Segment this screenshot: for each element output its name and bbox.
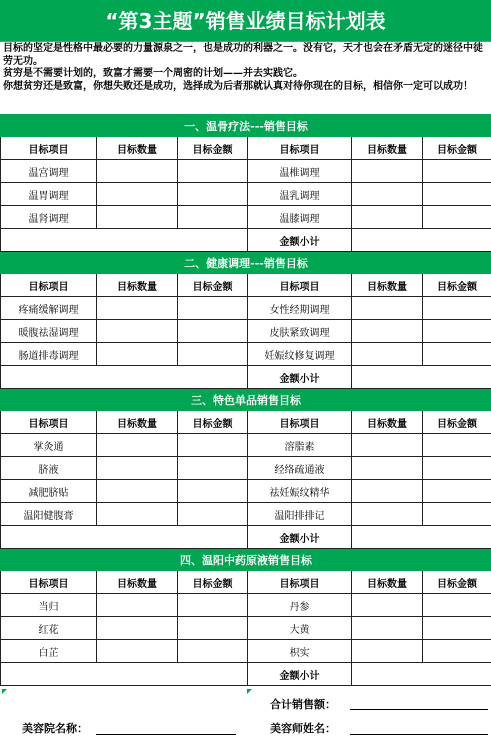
target-quantity-cell[interactable] bbox=[352, 457, 423, 480]
column-header: 目标金额 bbox=[178, 274, 248, 297]
target-amount-cell[interactable] bbox=[178, 343, 248, 366]
cell-marker bbox=[2, 689, 7, 694]
subtotal-label: 金额小计 bbox=[248, 663, 352, 686]
table-row bbox=[1, 160, 491, 183]
salon-name-field[interactable] bbox=[96, 734, 236, 735]
table-row bbox=[1, 434, 491, 457]
item-name: 女性经期调理 bbox=[248, 297, 352, 320]
item-name: 温宫调理 bbox=[1, 160, 97, 183]
table-row bbox=[1, 617, 491, 640]
column-header: 目标金额 bbox=[178, 411, 248, 434]
item-name: 温椎调理 bbox=[248, 160, 352, 183]
target-amount-cell[interactable] bbox=[178, 640, 248, 663]
section-title-row bbox=[1, 389, 491, 411]
target-quantity-cell[interactable] bbox=[97, 320, 178, 343]
item-name: 妊娠纹修复调理 bbox=[248, 343, 352, 366]
target-amount-cell[interactable] bbox=[423, 297, 491, 320]
item-name: 枳实 bbox=[248, 640, 352, 663]
target-amount-cell[interactable] bbox=[423, 183, 491, 206]
intro-line: 贫穷是不需要计划的，致富才需要一个周密的计划——并去实践它。 bbox=[3, 68, 303, 80]
target-quantity-cell[interactable] bbox=[352, 160, 423, 183]
subtotal-label: 金额小计 bbox=[248, 366, 352, 389]
subtotal-amount-cell[interactable] bbox=[352, 366, 491, 389]
column-header: 目标项目 bbox=[248, 411, 352, 434]
subtotal-amount-cell[interactable] bbox=[352, 663, 491, 686]
target-amount-cell[interactable] bbox=[178, 160, 248, 183]
item-name: 温膝调理 bbox=[248, 206, 352, 229]
table-row bbox=[1, 206, 491, 229]
intro-line: 目标的坚定是性格中最必要的力量源泉之一，也是成功的利器之一。没有它，天才也会在矛盾无定的迷径中徒劳无功。 bbox=[3, 43, 483, 67]
column-header: 目标数量 bbox=[97, 411, 178, 434]
intro-line: 你想贫穷还是致富，你想失败还是成功，选择成为后者那就认真对待你现在的目标，相信你一定可以成功！ bbox=[3, 80, 473, 92]
subtotal-label: 金额小计 bbox=[248, 229, 352, 252]
target-quantity-cell[interactable] bbox=[97, 297, 178, 320]
target-quantity-cell[interactable] bbox=[97, 183, 178, 206]
column-header: 目标项目 bbox=[1, 411, 97, 434]
table-row bbox=[1, 297, 491, 320]
target-quantity-cell[interactable] bbox=[97, 160, 178, 183]
target-quantity-cell[interactable] bbox=[97, 640, 178, 663]
section-title-row bbox=[1, 115, 491, 137]
target-amount-cell[interactable] bbox=[178, 617, 248, 640]
item-name: 温乳调理 bbox=[248, 183, 352, 206]
column-header-row bbox=[1, 274, 491, 297]
column-header: 目标数量 bbox=[352, 571, 423, 594]
column-header-row bbox=[1, 571, 491, 594]
subtotal-amount-cell[interactable] bbox=[352, 526, 491, 549]
column-header: 目标金额 bbox=[178, 137, 248, 160]
item-name: 白芷 bbox=[1, 640, 97, 663]
table-row bbox=[1, 457, 491, 480]
target-amount-cell[interactable] bbox=[423, 640, 491, 663]
column-header: 目标数量 bbox=[352, 411, 423, 434]
target-quantity-cell[interactable] bbox=[352, 594, 423, 617]
target-amount-cell[interactable] bbox=[423, 480, 491, 503]
target-amount-cell[interactable] bbox=[423, 206, 491, 229]
subtotal-row bbox=[1, 366, 491, 389]
target-quantity-cell[interactable] bbox=[97, 480, 178, 503]
section-title: 一、温骨疗法---销售目标 bbox=[1, 115, 491, 137]
subtotal-label: 金额小计 bbox=[248, 526, 352, 549]
item-name: 大黄 bbox=[248, 617, 352, 640]
target-quantity-cell[interactable] bbox=[97, 434, 178, 457]
subtotal-amount-cell[interactable] bbox=[352, 229, 491, 252]
target-quantity-cell[interactable] bbox=[352, 434, 423, 457]
column-header: 目标金额 bbox=[423, 137, 491, 160]
target-table bbox=[0, 114, 491, 686]
table-row bbox=[1, 320, 491, 343]
beautician-name-label: 美容师姓名： bbox=[270, 722, 336, 735]
column-header: 目标金额 bbox=[178, 571, 248, 594]
column-header: 目标金额 bbox=[423, 571, 491, 594]
target-amount-cell[interactable] bbox=[178, 457, 248, 480]
item-name: 温肾调理 bbox=[1, 206, 97, 229]
target-quantity-cell[interactable] bbox=[352, 617, 423, 640]
table-row bbox=[1, 503, 491, 526]
item-name: 经络疏通液 bbox=[248, 457, 352, 480]
target-amount-cell[interactable] bbox=[423, 594, 491, 617]
target-amount-cell[interactable] bbox=[423, 503, 491, 526]
item-name: 祛妊娠纹精华 bbox=[248, 480, 352, 503]
intro-text bbox=[0, 42, 491, 114]
column-header: 目标数量 bbox=[97, 571, 178, 594]
table-row bbox=[1, 594, 491, 617]
section-title: 四、温阳中药原液销售目标 bbox=[1, 549, 491, 571]
column-header: 目标数量 bbox=[97, 274, 178, 297]
target-quantity-cell[interactable] bbox=[352, 480, 423, 503]
target-quantity-cell[interactable] bbox=[352, 640, 423, 663]
target-quantity-cell[interactable] bbox=[352, 206, 423, 229]
target-quantity-cell[interactable] bbox=[352, 183, 423, 206]
target-amount-cell[interactable] bbox=[423, 434, 491, 457]
subtotal-row bbox=[1, 663, 491, 686]
item-name: 掌灸通 bbox=[1, 434, 97, 457]
target-amount-cell[interactable] bbox=[178, 594, 248, 617]
column-header: 目标数量 bbox=[97, 137, 178, 160]
item-name: 温胃调理 bbox=[1, 183, 97, 206]
column-header: 目标项目 bbox=[1, 274, 97, 297]
blank-cell bbox=[1, 366, 248, 389]
column-header: 目标金额 bbox=[423, 411, 491, 434]
section-title: 三、特色单品销售目标 bbox=[1, 389, 491, 411]
item-name: 皮肤紧致调理 bbox=[248, 320, 352, 343]
column-header-row bbox=[1, 137, 491, 160]
target-amount-cell[interactable] bbox=[178, 206, 248, 229]
item-name: 丹参 bbox=[248, 594, 352, 617]
table-row bbox=[1, 640, 491, 663]
target-quantity-cell[interactable] bbox=[97, 206, 178, 229]
target-quantity-cell[interactable] bbox=[352, 320, 423, 343]
cell-marker bbox=[247, 689, 252, 694]
column-header: 目标项目 bbox=[1, 571, 97, 594]
column-header: 目标项目 bbox=[248, 571, 352, 594]
blank-cell bbox=[1, 663, 248, 686]
column-header: 目标项目 bbox=[1, 137, 97, 160]
column-header: 目标数量 bbox=[352, 137, 423, 160]
column-header: 目标项目 bbox=[248, 137, 352, 160]
target-amount-cell[interactable] bbox=[178, 183, 248, 206]
target-amount-cell[interactable] bbox=[423, 343, 491, 366]
target-amount-cell[interactable] bbox=[178, 297, 248, 320]
total-sales-label: 合计销售额： bbox=[270, 698, 336, 711]
item-name: 疼痛缓解调理 bbox=[1, 297, 97, 320]
target-amount-cell[interactable] bbox=[423, 160, 491, 183]
target-amount-cell[interactable] bbox=[423, 320, 491, 343]
footer bbox=[0, 686, 491, 738]
salon-name-label: 美容院名称： bbox=[22, 722, 88, 735]
item-name: 温阳健腹膏 bbox=[1, 503, 97, 526]
target-amount-cell[interactable] bbox=[178, 503, 248, 526]
column-header: 目标金额 bbox=[423, 274, 491, 297]
column-header: 目标数量 bbox=[352, 274, 423, 297]
item-name: 脐液 bbox=[1, 457, 97, 480]
item-name: 溶脂素 bbox=[248, 434, 352, 457]
item-name: 当归 bbox=[1, 594, 97, 617]
target-quantity-cell[interactable] bbox=[352, 343, 423, 366]
item-name: 减肥脐贴 bbox=[1, 480, 97, 503]
subtotal-row bbox=[1, 229, 491, 252]
section-title-row bbox=[1, 252, 491, 274]
table-row bbox=[1, 480, 491, 503]
blank-cell bbox=[1, 526, 248, 549]
target-quantity-cell[interactable] bbox=[352, 297, 423, 320]
table-row bbox=[1, 343, 491, 366]
target-quantity-cell[interactable] bbox=[97, 503, 178, 526]
item-name: 温阳排排记 bbox=[248, 503, 352, 526]
column-header-row bbox=[1, 411, 491, 434]
target-amount-cell[interactable] bbox=[423, 457, 491, 480]
blank-cell bbox=[1, 229, 248, 252]
column-header: 目标项目 bbox=[248, 274, 352, 297]
target-amount-cell[interactable] bbox=[178, 434, 248, 457]
target-amount-cell[interactable] bbox=[178, 320, 248, 343]
page-title: “第3主题”销售业绩目标计划表 bbox=[0, 0, 491, 42]
target-quantity-cell[interactable] bbox=[352, 503, 423, 526]
section-title-row bbox=[1, 549, 491, 571]
total-sales-field[interactable] bbox=[350, 709, 488, 710]
target-quantity-cell[interactable] bbox=[97, 343, 178, 366]
table-row bbox=[1, 183, 491, 206]
subtotal-row bbox=[1, 526, 491, 549]
target-amount-cell[interactable] bbox=[178, 480, 248, 503]
item-name: 肠道排毒调理 bbox=[1, 343, 97, 366]
target-quantity-cell[interactable] bbox=[97, 594, 178, 617]
beautician-name-field[interactable] bbox=[350, 734, 488, 735]
item-name: 暖腹祛湿调理 bbox=[1, 320, 97, 343]
section-title: 二、健康调理---销售目标 bbox=[1, 252, 491, 274]
target-quantity-cell[interactable] bbox=[97, 617, 178, 640]
item-name: 红花 bbox=[1, 617, 97, 640]
target-quantity-cell[interactable] bbox=[97, 457, 178, 480]
target-amount-cell[interactable] bbox=[423, 617, 491, 640]
